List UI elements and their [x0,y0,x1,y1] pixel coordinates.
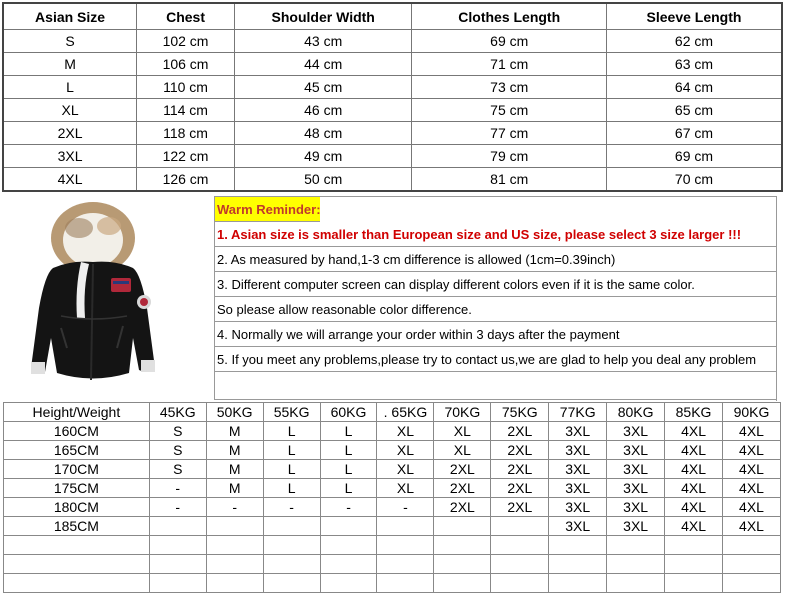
hw-table-cell: 4XL [723,441,781,460]
size-table-cell: 70 cm [606,168,782,192]
hw-table-header-cell: 70KG [434,403,491,422]
table-row [4,574,781,593]
hw-table-cell: 2XL [434,479,491,498]
hw-table-cell: 3XL [549,460,607,479]
hw-table-cell [263,555,320,574]
size-table-cell: 50 cm [234,168,412,192]
hw-table-header-cell: Height/Weight [4,403,150,422]
hw-table-cell [665,555,723,574]
size-table-cell: 73 cm [412,76,606,99]
hw-table-cell [149,517,206,536]
hw-table-header-cell: 77KG [549,403,607,422]
size-table-cell: 110 cm [137,76,235,99]
reminder-line-5: 5. If you meet any problems,please try to contact us,we are glad to help you deal any problem [214,347,776,372]
hw-table-cell [491,574,549,593]
hw-table-cell [4,536,150,555]
hw-table-cell: XL [377,460,434,479]
hw-table-cell: 4XL [723,460,781,479]
hw-table-cell: 160CM [4,422,150,441]
table-row [4,441,781,460]
hw-table-cell: 3XL [549,422,607,441]
hw-table-header-cell: 55KG [263,403,320,422]
hw-table-cell [377,574,434,593]
hw-table-cell: 175CM [4,479,150,498]
hw-table-cell: 2XL [491,460,549,479]
hw-table-cell: - [149,498,206,517]
table-row [3,122,782,145]
hw-table-cell [4,574,150,593]
hw-table-header-row [4,403,781,422]
table-row [3,30,782,53]
hw-table-cell [723,574,781,593]
hw-table-cell [491,517,549,536]
size-table-cell: 62 cm [606,30,782,53]
size-table-cell: 102 cm [137,30,235,53]
size-table-header-cell: Chest [137,3,235,30]
hw-table-cell [607,555,665,574]
height-weight-table [3,402,781,593]
size-table-cell: 46 cm [234,99,412,122]
table-row [4,498,781,517]
size-table-header-cell: Clothes Length [412,3,606,30]
hw-table-cell: M [206,479,263,498]
size-table-cell: 67 cm [606,122,782,145]
hw-table-cell: 2XL [491,479,549,498]
table-row [4,517,781,536]
hw-table-cell: M [206,422,263,441]
hw-table-cell: 4XL [665,460,723,479]
size-table-cell: 77 cm [412,122,606,145]
hw-table-cell: 4XL [723,479,781,498]
reminder-line-1: 1. Asian size is smaller than European size and US size, please select 3 size larger !!! [214,222,776,247]
size-table-cell: 75 cm [412,99,606,122]
hw-table-cell: L [263,422,320,441]
hw-table-cell: 3XL [607,460,665,479]
size-table-cell: 122 cm [137,145,235,168]
hw-table-cell: 2XL [434,498,491,517]
hw-table-cell [149,574,206,593]
table-row [4,422,781,441]
hw-table-cell: S [149,460,206,479]
size-table-cell: 45 cm [234,76,412,99]
hw-table-cell [549,555,607,574]
hw-table-cell [491,536,549,555]
hw-table-cell [320,517,377,536]
size-table-cell: 65 cm [606,99,782,122]
hw-table-cell [4,555,150,574]
reminder-section [2,196,776,400]
size-table-cell: 43 cm [234,30,412,53]
hw-table-cell: 2XL [491,498,549,517]
hw-table-cell: L [320,460,377,479]
hw-table-cell [434,517,491,536]
size-table-cell: 48 cm [234,122,412,145]
hw-table-cell: 2XL [434,460,491,479]
size-table-header-cell: Sleeve Length [606,3,782,30]
hw-table-header-cell: 85KG [665,403,723,422]
hw-table-cell [434,574,491,593]
hw-table-cell: 170CM [4,460,150,479]
hw-table-cell [665,574,723,593]
size-table-cell: 106 cm [137,53,235,76]
hw-table-cell: S [149,441,206,460]
hw-table-cell: L [320,479,377,498]
size-table-cell: L [3,76,137,99]
black-hooded-parka-jacket-image [5,198,213,396]
size-table-cell: 64 cm [606,76,782,99]
size-table-cell: 118 cm [137,122,235,145]
hw-table-cell: 165CM [4,441,150,460]
hw-table-cell: XL [377,441,434,460]
size-table-cell: 63 cm [606,53,782,76]
size-table-header-cell: Asian Size [3,3,137,30]
hw-table-cell: XL [377,422,434,441]
table-row [4,555,781,574]
reminder-line-2: 2. As measured by hand,1-3 cm difference is allowed (1cm=0.39inch) [214,247,776,272]
size-table-cell: 49 cm [234,145,412,168]
hw-table-cell: M [206,460,263,479]
table-row [3,168,782,192]
size-table-cell: 4XL [3,168,137,192]
hw-table-cell: 4XL [665,479,723,498]
hw-table-cell [263,574,320,593]
hw-table-cell: 4XL [665,498,723,517]
table-row [3,99,782,122]
hw-table-cell [723,555,781,574]
hw-table-cell [723,536,781,555]
hw-table-header-cell: 80KG [607,403,665,422]
hw-table-cell: 3XL [549,498,607,517]
hw-table-cell [320,555,377,574]
hw-table-cell [377,517,434,536]
hw-table-cell: M [206,441,263,460]
hw-table-header-cell: 90KG [723,403,781,422]
reminder-line-4: 4. Normally we will arrange your order within 3 days after the payment [214,322,776,347]
hw-table-cell [206,517,263,536]
hw-table-cell: - [377,498,434,517]
size-table-cell: 81 cm [412,168,606,192]
product-image [5,198,213,396]
size-table-cell: 69 cm [412,30,606,53]
size-table-cell: 126 cm [137,168,235,192]
size-table-header-row [3,3,782,30]
hw-table-cell [434,555,491,574]
size-table-cell: XL [3,99,137,122]
hw-table-cell [434,536,491,555]
hw-table-cell: - [320,498,377,517]
hw-table-cell: L [320,441,377,460]
hw-table-cell: 2XL [491,422,549,441]
table-row [4,479,781,498]
hw-table-header-cell: . 65KG [377,403,434,422]
hw-table-cell: XL [434,422,491,441]
hw-table-cell: 3XL [607,517,665,536]
table-row [3,76,782,99]
hw-table-cell [320,574,377,593]
reminder-line-3: 3. Different computer screen can display different colors even if it is the same color. [214,272,776,297]
reminder-blank-row [214,372,776,400]
hw-table-cell: XL [434,441,491,460]
hw-table-cell [549,536,607,555]
size-table-cell: S [3,30,137,53]
hw-table-cell [149,555,206,574]
table-row [3,53,782,76]
hw-table-cell: 3XL [549,517,607,536]
hw-table-cell: L [320,422,377,441]
hw-table-cell: 3XL [607,422,665,441]
hw-table-cell: 3XL [607,498,665,517]
hw-table-cell [607,574,665,593]
hw-table-cell: 3XL [549,441,607,460]
table-row [4,460,781,479]
hw-table-cell [377,555,434,574]
hw-table-cell: 4XL [723,422,781,441]
hw-table-cell: 3XL [549,479,607,498]
hw-table-cell [665,536,723,555]
size-table-cell: 114 cm [137,99,235,122]
hw-table-cell: 4XL [665,517,723,536]
hw-table-cell: 2XL [491,441,549,460]
hw-table-cell: 4XL [723,517,781,536]
size-table-header-cell: Shoulder Width [234,3,412,30]
hw-table-cell [206,574,263,593]
size-table-cell: 71 cm [412,53,606,76]
hw-table-cell: 3XL [607,479,665,498]
hw-table-cell [263,536,320,555]
table-row [3,145,782,168]
hw-table-cell: L [263,441,320,460]
hw-table-cell: 4XL [665,422,723,441]
hw-table-cell [206,555,263,574]
table-row [4,536,781,555]
hw-table-cell: 185CM [4,517,150,536]
hw-table-cell: - [206,498,263,517]
hw-table-cell: 4XL [723,498,781,517]
hw-table-header-cell: 60KG [320,403,377,422]
hw-table-cell [549,574,607,593]
reminder-lines [214,196,777,401]
hw-table-cell [607,536,665,555]
size-chart-table [2,2,783,192]
size-table-cell: 79 cm [412,145,606,168]
hw-table-cell [263,517,320,536]
hw-table-cell: - [263,498,320,517]
hw-table-cell [491,555,549,574]
size-table-cell: 69 cm [606,145,782,168]
hw-table-cell: 3XL [607,441,665,460]
hw-table-cell: L [263,479,320,498]
hw-table-cell: S [149,422,206,441]
size-table-cell: 2XL [3,122,137,145]
size-table-cell: M [3,53,137,76]
size-table-cell: 3XL [3,145,137,168]
hw-table-cell: - [149,479,206,498]
reminder-title: Warm Reminder: [214,197,320,222]
hw-table-cell: L [263,460,320,479]
hw-table-cell [320,536,377,555]
hw-table-cell: 4XL [665,441,723,460]
size-table-cell: 44 cm [234,53,412,76]
hw-table-header-cell: 50KG [206,403,263,422]
hw-table-cell [377,536,434,555]
hw-table-cell [206,536,263,555]
hw-table-cell: 180CM [4,498,150,517]
hw-table-cell: XL [377,479,434,498]
hw-table-header-cell: 45KG [149,403,206,422]
reminder-line-3b: So please allow reasonable color difference. [214,297,776,322]
hw-table-cell [149,536,206,555]
hw-table-header-cell: 75KG [491,403,549,422]
